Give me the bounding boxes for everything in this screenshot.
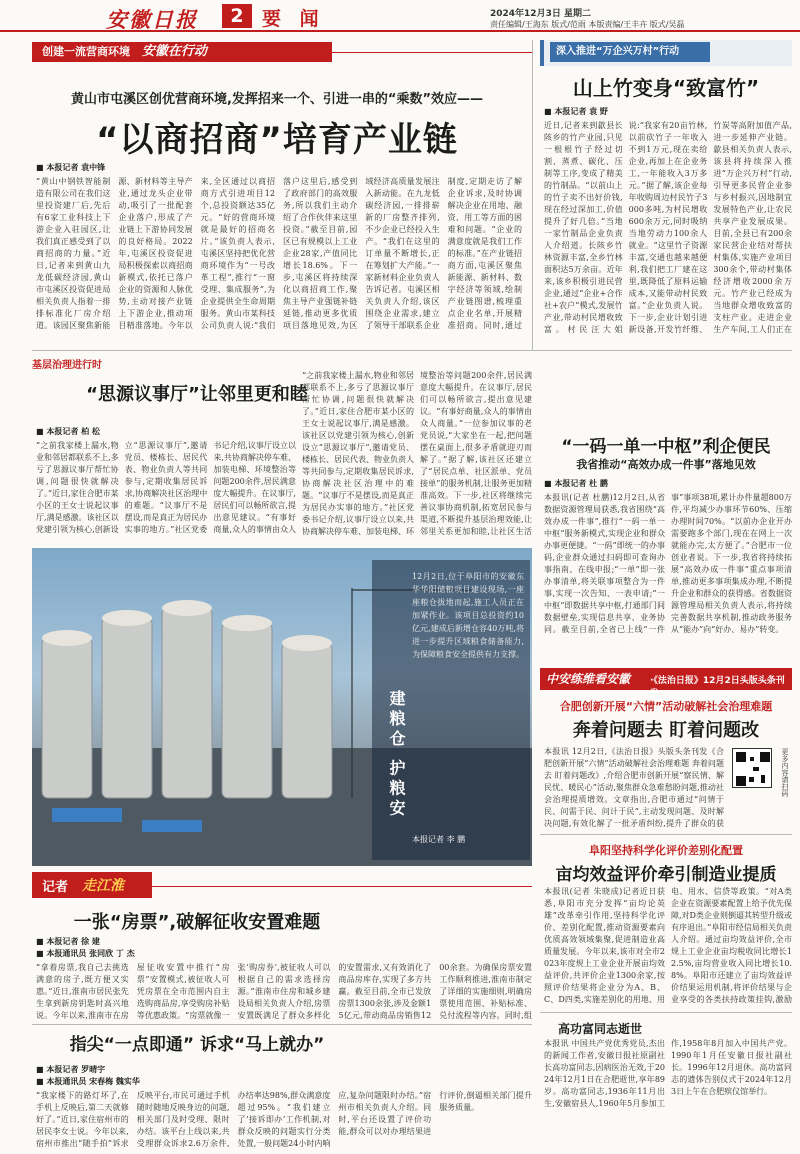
obit-headline: 高功富同志逝世 (557, 1022, 642, 1036)
yima-body: 本报讯(记者 杜鹏)12月2日,从省数据资源管理局获悉,我省围绕“高效办成一件事”,推行“一码一单一中枢”服务新模式,实现企业和群众办事更便捷。“一码”即统一的办事码,企业群众通过扫码即可查询办事指南、在线申报;“一单”即一张办事清单,将关联事项整合为一件事,实现一次告知、一表申请;“一中枢”即数据共享中枢,打通部门间数据壁垒,实现信息共享、业务协同。截至目前,全省已上线“一件事”事项38项,累计办件量超800万件,平均减少办事环节60%、压缩办理时间70%。“以前办企业开办需要跑多个部门,现在在网上一次就能办完,太方便了。”合肥市一位创业者说。下一步,我省将持续拓展“高效办成一件事”重点事项清单,推动更多事项集成办理,不断提升企业和群众的获得感。省数据资源管理局相关负责人表示,将持续完善数据共享机制,推动政务服务从“能办”向“好办、易办”转变。 (544, 493, 792, 634)
section-label-grassroots: 基层治理进行时 (32, 360, 102, 371)
page-section-name: 要 闻 (262, 8, 325, 30)
reporter-banner-slogan: 走江淮 (82, 878, 124, 894)
divider (540, 834, 792, 835)
fangpiao-byline-reporter: ■ 本报记者 徐 建 (36, 937, 100, 946)
fazhi-headline-small: 合肥创新开展“六情”活动破解社会治理难题 (559, 700, 773, 713)
fazhi-body: 本报讯 12月2日,《法治日报》头版头条刊发《合肥创新开展“六情”活动破解社会治理难题 奔着问题去 盯着问题改》,介绍合肥市创新开展“察民情、解民忧、暖民心”活动,聚焦群众急难愁盼问题,推动社会治理提质增效。文章指出,合肥市通过“问情于民、问需于民、问计于民”,主动发现问题、及时解决问题,有效化解了一批矛盾纠纷,提升了群众的获 (544, 747, 724, 828)
fazhi-banner-tail: ·《法治日报》12月2日头版头条刊发 (650, 676, 785, 699)
divider (152, 886, 532, 887)
photo-feature-title: 建粮仓 护粮安 (387, 690, 406, 820)
issue-date: 2024年12月3日 星期二 (490, 9, 591, 19)
yishi-headline: “思源议事厅”让邻里更和睦 (86, 384, 308, 405)
qr-code-icon[interactable] (732, 748, 772, 788)
yishi-body-left: “之前我家楼上漏水,物业和邻居都联系不上,多亏了思源议事厅帮忙协调,问题很快就解决了。”近日,家住合肥市某小区的王女士说起议事厅,满是感激。该社区以党建引领为核心,创新设立“思源议事厅”,邀请党员、楼栋长、居民代表、物业负责人等共同参与,定期收集居民诉求,协商解决社区治理中的难题。“议事厅不是摆设,而是真正为居民办实事的地方。”社区党委书记介绍,议事厅设立以来,共协商解决停车难、加装电梯、环境整治等问题200余件,居民满意度大幅提升。在议事厅,居民们可以畅所欲言,提出意见建议。“有事好商量,众人的事情由众人 (36, 441, 296, 534)
divider (332, 52, 532, 53)
lead-body: “黄山中钢铁智能制造有限公司在我们这里投资建厂后,先后有6家工业科技上下游企业入驻园区,让我们真正感受到了以商招商的力量。”近日,记者来到黄山九龙低碳经济园,黄山市屯溪区投资促进局相关负责人指着一排排标准化厂房介绍道。该园区聚焦新能源、新材料等主导产业,通过龙头企业带动,吸引了一批配套企业落户,形成了产业链上下游协同发展的良好格局。2022年,屯溪区投资促进局积极探索以商招商新模式,依托已落户企业的资源和人脉优势,主动对接产业链上下游企业,推动项目精准落地。今年以来,全区通过以商招商方式引进项目12个,总投资额达35亿元。“好的营商环境就是最好的招商名片。”该负责人表示,屯溪区坚持把优化营商环境作为“一号改革工程”,推行“一窗受理、集成服务”,为企业提供全生命周期服务。黄山市某科技公司负责人说:“我们落户这里后,感受到了政府部门的高效服务,所以我们主动介绍了合作伙伴来这里投资。”截至目前,园区已有规模以上工业企业28家,产值同比增长18.6%。下一步,屯溪区将持续深化以商招商工作,聚焦主导产业强链补链延链,推动更多优质项目落地见效,为区域经济高质量发展注入新动能。在九龙低碳经济园,一排排崭新的厂房整齐排列,不少企业已经投入生产。“我们在这里的订单量不断增长,正在筹划扩大产能。”一家新材料企业负责人告诉记者。屯溪区相关负责人介绍,该区围绕企业需求,建立了领导干部联系企业制度,定期走访了解企业诉求,及时协调解决企业在用地、融资、用工等方面的困难和问题。“企业的满意度就是我们工作的标准。”在产业链招商方面,屯溪区聚焦新能源、新材料、数字经济等领域,绘制产业链图谱,梳理重点企业名单,开展精准招商。同时,通过 (36, 177, 522, 330)
lead-byline: ■ 本报记者 袁中锋 (36, 163, 106, 172)
divider (32, 1024, 532, 1025)
yima-subtitle: 我省推动“高效办成一件事”落地见效 (576, 458, 756, 471)
photo-caption: 12月2日,位于阜阳市的安徽东华华阳储粮项目建设现场,一座座粮仓拔地而起,施工人员正在加紧作业。该项目总投资约10亿元,建成后新增仓容40万吨,将进一步提升区域粮食储备能力,为保障粮食安全提供有力支撑。 (412, 572, 524, 659)
fazhi-banner (540, 668, 792, 699)
divider (540, 1012, 792, 1013)
banner-tag: 创建一流营商环境 (42, 45, 130, 58)
qr-caption: 更多内容请扫码 (781, 748, 789, 797)
bamboo-body: 近日,记者来到歙县长陔乡的竹产业园,只见一根根竹子经过切割、蒸煮、碳化、压制等工序,变成了精美的竹制品。“以前山上的竹子卖不出好价钱,现在经过深加工,价值提升了好几倍。”当地一家竹制品企业负责人介绍道。长陔乡竹林资源丰富,全乡竹林面积达5万余亩。近年来,该乡积极引进民营企业,通过“企业+合作社+农户”模式,发展竹产业,带动村民增收致富。村民汪大姐说:“我家有20亩竹林,以前砍竹子一年收入不到1万元,现在卖给企业,再加上在企业务工,一年能收入3万多元。”据了解,该企业每年收购周边村民竹子3000多吨,为村民增收600余万元,同时吸纳当地劳动力100余人就业。“这里竹子资源丰富,交通也越来越便利,我们把工厂建在这里,既降低了原料运输成本,又能带动村民致富。”企业负责人说。下一步,企业计划引进新设备,开发竹纤维、竹炭等高附加值产品,进一步延伸产业链。歙县相关负责人表示,该县将持续深入推进“万企兴万村”行动,引导更多民营企业参与乡村振兴,因地制宜发展特色产业,让农民共享产业发展成果。目前,全县已有200余家民营企业结对帮扶村集体,实施产业项目300余个,带动村集体经济增收2000余万元。竹产业已经成为当地群众增收致富的支柱产业。走进企业生产车间,工人们正在 (544, 121, 792, 334)
obit-body: 本报讯 中国共产党优秀党员,杰出的新闻工作者,安徽日报社原副社长高功富同志,因病医治无效,于2024年12月1日在合肥逝世,享年89岁。高功富同志,1936年11月出生,安徽宿县人,1960年5月参加工作,1958年8月加入中国共产党。1990年1月任安徽日报社副社长。1996年12月退休。高功富同志的遗体告别仪式于2024年12月3日上午在合肥殡仪馆举行。 (544, 1039, 792, 1108)
yima-byline: ■ 本报记者 杜 鹏 (544, 479, 608, 488)
zhijian-byline-correspondent: ■ 本报通讯员 宋春梅 魏实华 (36, 1077, 140, 1086)
fangpiao-headline: 一张“房票”,破解征收安置难题 (73, 912, 321, 933)
qr-code-pattern (733, 749, 773, 789)
fuyang-headline: 亩均效益评价牵引制造业提质 (555, 865, 777, 885)
divider (532, 40, 533, 350)
section-banner-reporter (32, 872, 152, 898)
fuyang-body: 本报讯(记者 朱晓成)记者近日获悉,阜阳市充分发挥“亩均论英雄”改革牵引作用,坚持科学化评价、差别化配置,推动资源要素向优质高效领域集聚,促进制造业高质量发展。今年以来,该市对全市2023年度规上工业企业开展亩均效益评价,共评价企业1300余家,按照评价结果将企业分为A、B、C、D四类,实施差别化的用地、用电、用水、信贷等政策。“对A类企业在资源要素配置上给予优先保障,对D类企业则倒逼其转型升级或有序退出。”阜阳市经信局相关负责人介绍。通过亩均效益评价,全市规上工业企业亩均税收同比增长12.5%,亩均营业收入同比增长10.8%。阜阳市还建立了亩均效益评价结果运用机制,将评价结果与企业享受的各类扶持政策挂钩,激励 (544, 887, 792, 1004)
fazhi-banner-title: 中安练维看安徽 (546, 672, 631, 686)
yima-headline: “一码一单一中枢”利企便民 (561, 437, 771, 457)
fangpiao-byline-correspondent: ■ 本报通讯员 张同欣 丁 杰 (36, 949, 135, 958)
zhijian-headline: 指尖“一点即通” 诉求“马上就办” (69, 1035, 325, 1055)
bamboo-byline: ■ 本报记者 袁 野 (544, 107, 608, 116)
yishi-byline: ■ 本报记者 柏 松 (36, 427, 100, 436)
reporter-banner-tag: 记者 (42, 880, 69, 895)
bamboo-banner-box (540, 40, 792, 66)
section-banner-business (32, 42, 332, 62)
divider (32, 350, 792, 351)
editors-line: 责任编辑/王海东 版式/范雨 本版责编/王丰卉 版式/吴磊 (490, 20, 685, 29)
banner-slogan: 安徽在行动 (141, 44, 207, 59)
bamboo-headline: 山上竹变身“致富竹” (572, 76, 760, 100)
photo-credit: 本报记者 李 鹏 (412, 835, 466, 844)
zhijian-byline-reporter: ■ 本报记者 罗晴宇 (36, 1065, 106, 1074)
masthead (0, 0, 800, 32)
zhijian-body: “我家楼下的路灯坏了,在手机上反映后,第二天就修好了。”近日,家住宿州市的居民李女士说。今年以来,宿州市推出“随手拍”诉求反映平台,市民可通过手机随时随地反映身边的问题,相关部门及时受理、限时办结。该平台上线以来,共受理群众诉求2.6万余件,办结率达98%,群众满意度超过95%。“我们建立了‘接诉即办’工作机制,对群众反映的问题实行分类处置,一般问题24小时内响应,复杂问题限时办结。”宿州市相关负责人介绍。同时,平台还设置了评价功能,群众可以对办理结果进行评价,倒逼相关部门提升服务质量。 (36, 1091, 532, 1148)
lead-headline: “以商招商”培育产业链 (96, 120, 458, 160)
fangpiao-body: “拿着房票,我自己去挑选满意的房子,既方便又实惠。”近日,淮南市居民张先生拿到新房钥匙时高兴地说。今年以来,淮南市在房屋征收安置中推行“房票”安置模式,被征收人可凭房票在全市范围内自主选购商品房,享受购房补贴等优惠政策。“房票就像一张‘购房券’,被征收人可以根据自己的需求选择房源。”淮南市住房和城乡建设局相关负责人介绍,房票安置既满足了群众多样化的安置需求,又有效消化了商品房库存,实现了多方共赢。截至目前,全市已发放房票1300余张,涉及金额15亿元,带动商品房销售1200余套。为确保房票安置工作顺利推进,淮南市制定了详细的实施细则,明确房票使用范围、补贴标准、兑付流程等内容。同时,组 (36, 963, 532, 1020)
page-number: 2 (222, 4, 252, 28)
fuyang-headline-small: 阜阳坚持科学化评价差别化配置 (589, 844, 743, 857)
fazhi-headline: 奔着问题去 盯着问题改 (572, 720, 760, 741)
yishi-body-right: “之前我家楼上漏水,物业和邻居都联系不上,多亏了思源议事厅帮忙协调,问题很快就解决了。”近日,家住合肥市某小区的王女士说起议事厅,满是感激。该社区以党建引领为核心,创新设立“思源议事厅”,邀请党员、楼栋长、居民代表、物业负责人等共同参与,定期收集居民诉求,协商解决社区治理中的难题。“议事厅不是摆设,而是真正为居民办实事的地方。”社区党委书记介绍,议事厅设立以来,共协商解决停车难、加装电梯、环境整治等问题200余件,居民满意度大幅提升。在议事厅,居民们可以畅所欲言,提出意见建议。“有事好商量,众人的事情由众人商量。”一位参加议事的老党员说,“大家坐在一起,把问题摆在桌面上,很多矛盾就迎刃而解了。”据了解,该社区还建立了“居民点单、社区派单、党员接单”的服务机制,让服务更加精准高效。下一步,社区将继续完善议事协商机制,拓宽居民参与渠道,不断提升基层治理效能,让邻里关系更加和睦,让社区生活 (302, 371, 532, 536)
newspaper-logo: 安徽日报 (106, 8, 198, 32)
bamboo-banner: 深入推进“万企兴万村”行动 (550, 42, 710, 62)
lead-subtitle: 黄山市屯溪区创优营商环境,发挥招来一个、引进一串的“乘数”效应—— (70, 92, 484, 107)
